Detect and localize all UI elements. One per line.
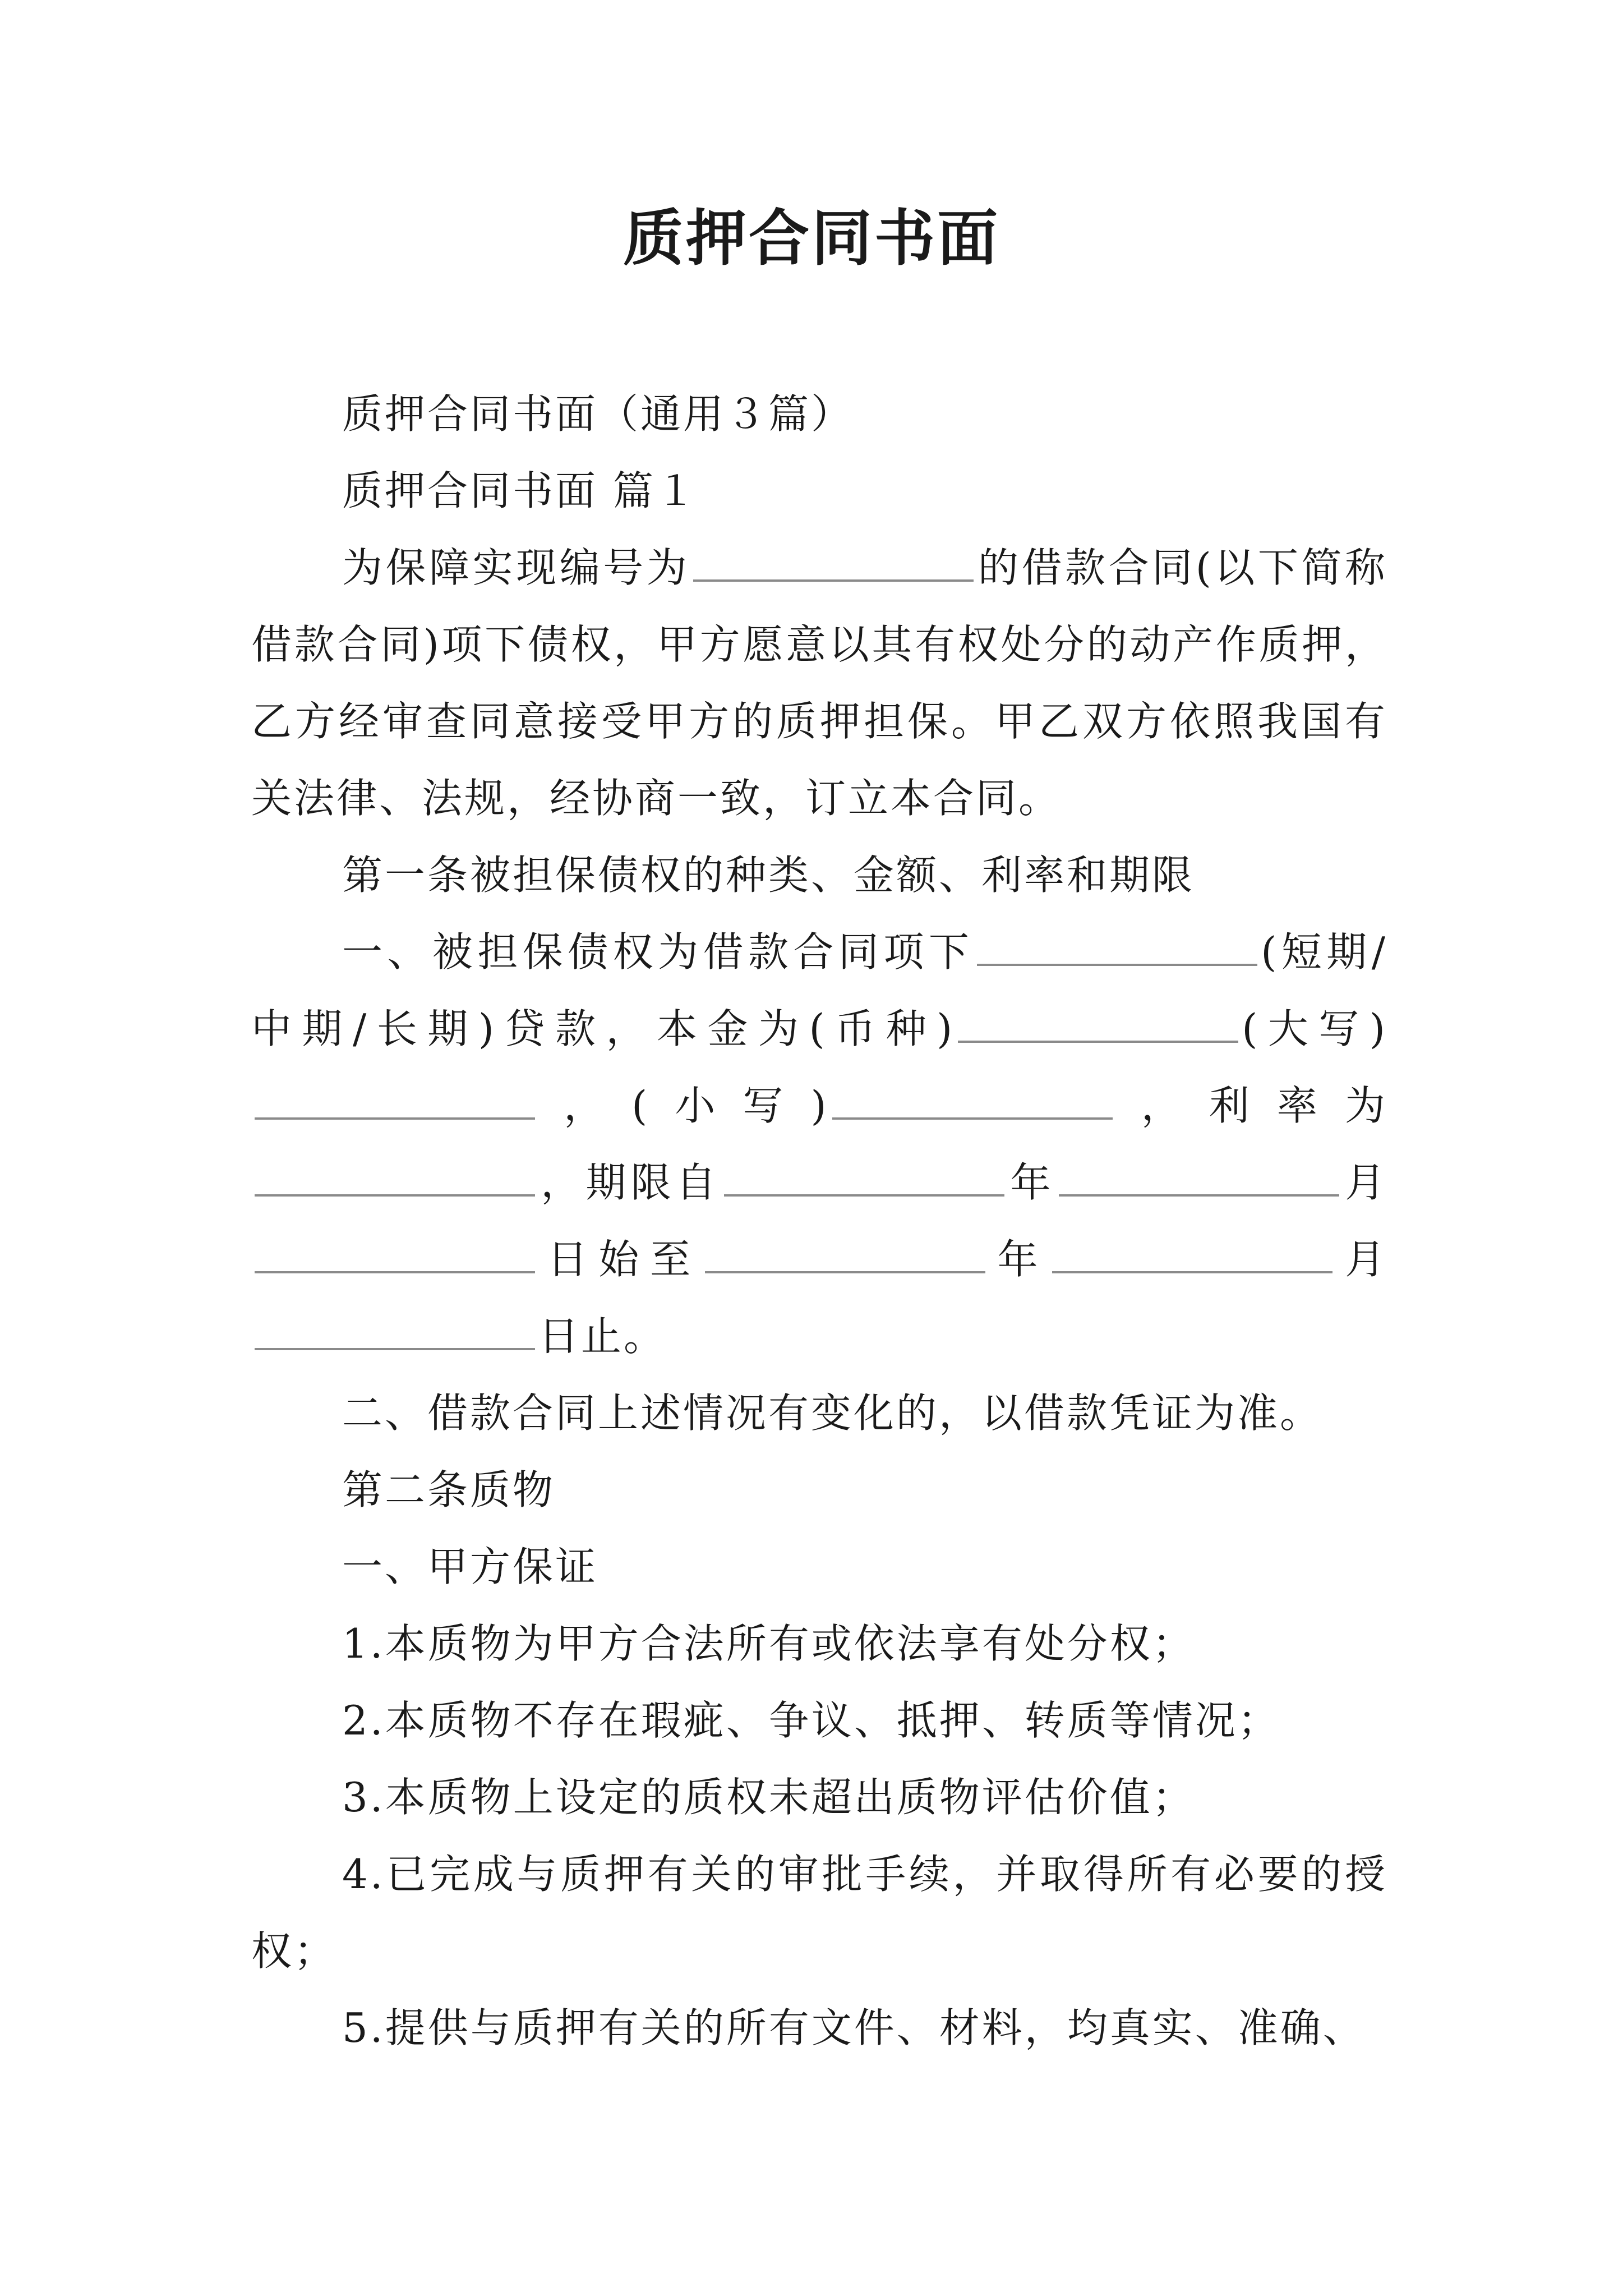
start-year-blank (724, 1194, 1004, 1197)
clause-text-i: 日始至 (538, 1236, 702, 1283)
article-2-clause-1: 一、甲方保证 (342, 1543, 598, 1590)
clause-text-e: ，利率为 (1115, 1082, 1387, 1129)
clause-text-d: ，(小写) (538, 1082, 829, 1129)
guarantee-item-2: 2.本质物不存在瑕疵、争议、抵押、转质等情况； (342, 1697, 1280, 1744)
preamble-text-1: 为保障实现编号为 (342, 544, 690, 591)
clause-text-h: 月 (1342, 1159, 1387, 1206)
document-body (251, 376, 1387, 2067)
clause-text-k: 月 (1336, 1236, 1387, 1283)
clause-text-a: 一、被担保债权为借款合同项下 (342, 928, 974, 976)
clause-text-b: (短期/中期/长期)贷款，本金为(币种) (251, 928, 1387, 1052)
currency-blank (958, 1040, 1238, 1043)
clause-text-f: ，期限自 (538, 1159, 721, 1206)
loan-type-blank (977, 963, 1257, 966)
end-day-blank (255, 1347, 535, 1350)
amount-uppercase-blank (255, 1117, 535, 1120)
paragraph-preamble (251, 530, 1387, 837)
paragraph-section-heading: 质押合同书面 篇１ (342, 467, 698, 514)
article-1-clause-1 (251, 914, 1387, 1375)
paragraph-subtitle: 质押合同书面（通用３篇） (342, 390, 854, 438)
document-title: 质押合同书面 (623, 203, 1000, 274)
end-year-blank (705, 1271, 985, 1273)
article-2-heading: 第二条质物 (342, 1466, 556, 1513)
amount-lowercase-blank (832, 1117, 1113, 1120)
interest-rate-blank (255, 1194, 535, 1197)
guarantee-item-1: 1.本质物为甲方合法所有或依法享有处分权； (342, 1620, 1195, 1667)
guarantee-item-5: 5.提供与质押有关的所有文件、材料，均真实、准确、 (342, 2004, 1366, 2051)
contract-number-blank (693, 579, 974, 582)
clause-text-g: 年 (1008, 1159, 1055, 1206)
guarantee-item-4: 4.已完成与质押有关的审批手续，并取得所有必要的授权； (251, 1851, 1387, 1975)
clause-text-j: 年 (988, 1236, 1049, 1283)
clause-text-c: (大写) (1242, 1005, 1387, 1052)
start-month-blank (1059, 1194, 1339, 1197)
end-month-blank (1052, 1271, 1332, 1273)
clause-text-l: 日止。 (538, 1313, 667, 1360)
article-1-heading: 第一条被担保债权的种类、金额、利率和期限 (342, 852, 1195, 899)
guarantee-item-3: 3.本质物上设定的质权未超出质物评估价值； (342, 1774, 1195, 1821)
article-1-clause-2: 二、借款合同上述情况有变化的，以借款凭证为准。 (342, 1389, 1323, 1437)
start-day-blank (255, 1271, 535, 1273)
preamble-text-2: 的借款合同(以下简称借款合同)项下债权，甲方愿意以其有权处分的动产作质押，乙方经审查同意接受甲方的质押担保。甲乙双方依照我国有关法律、法规，经协商一致，订立本合同。 (251, 544, 1387, 822)
